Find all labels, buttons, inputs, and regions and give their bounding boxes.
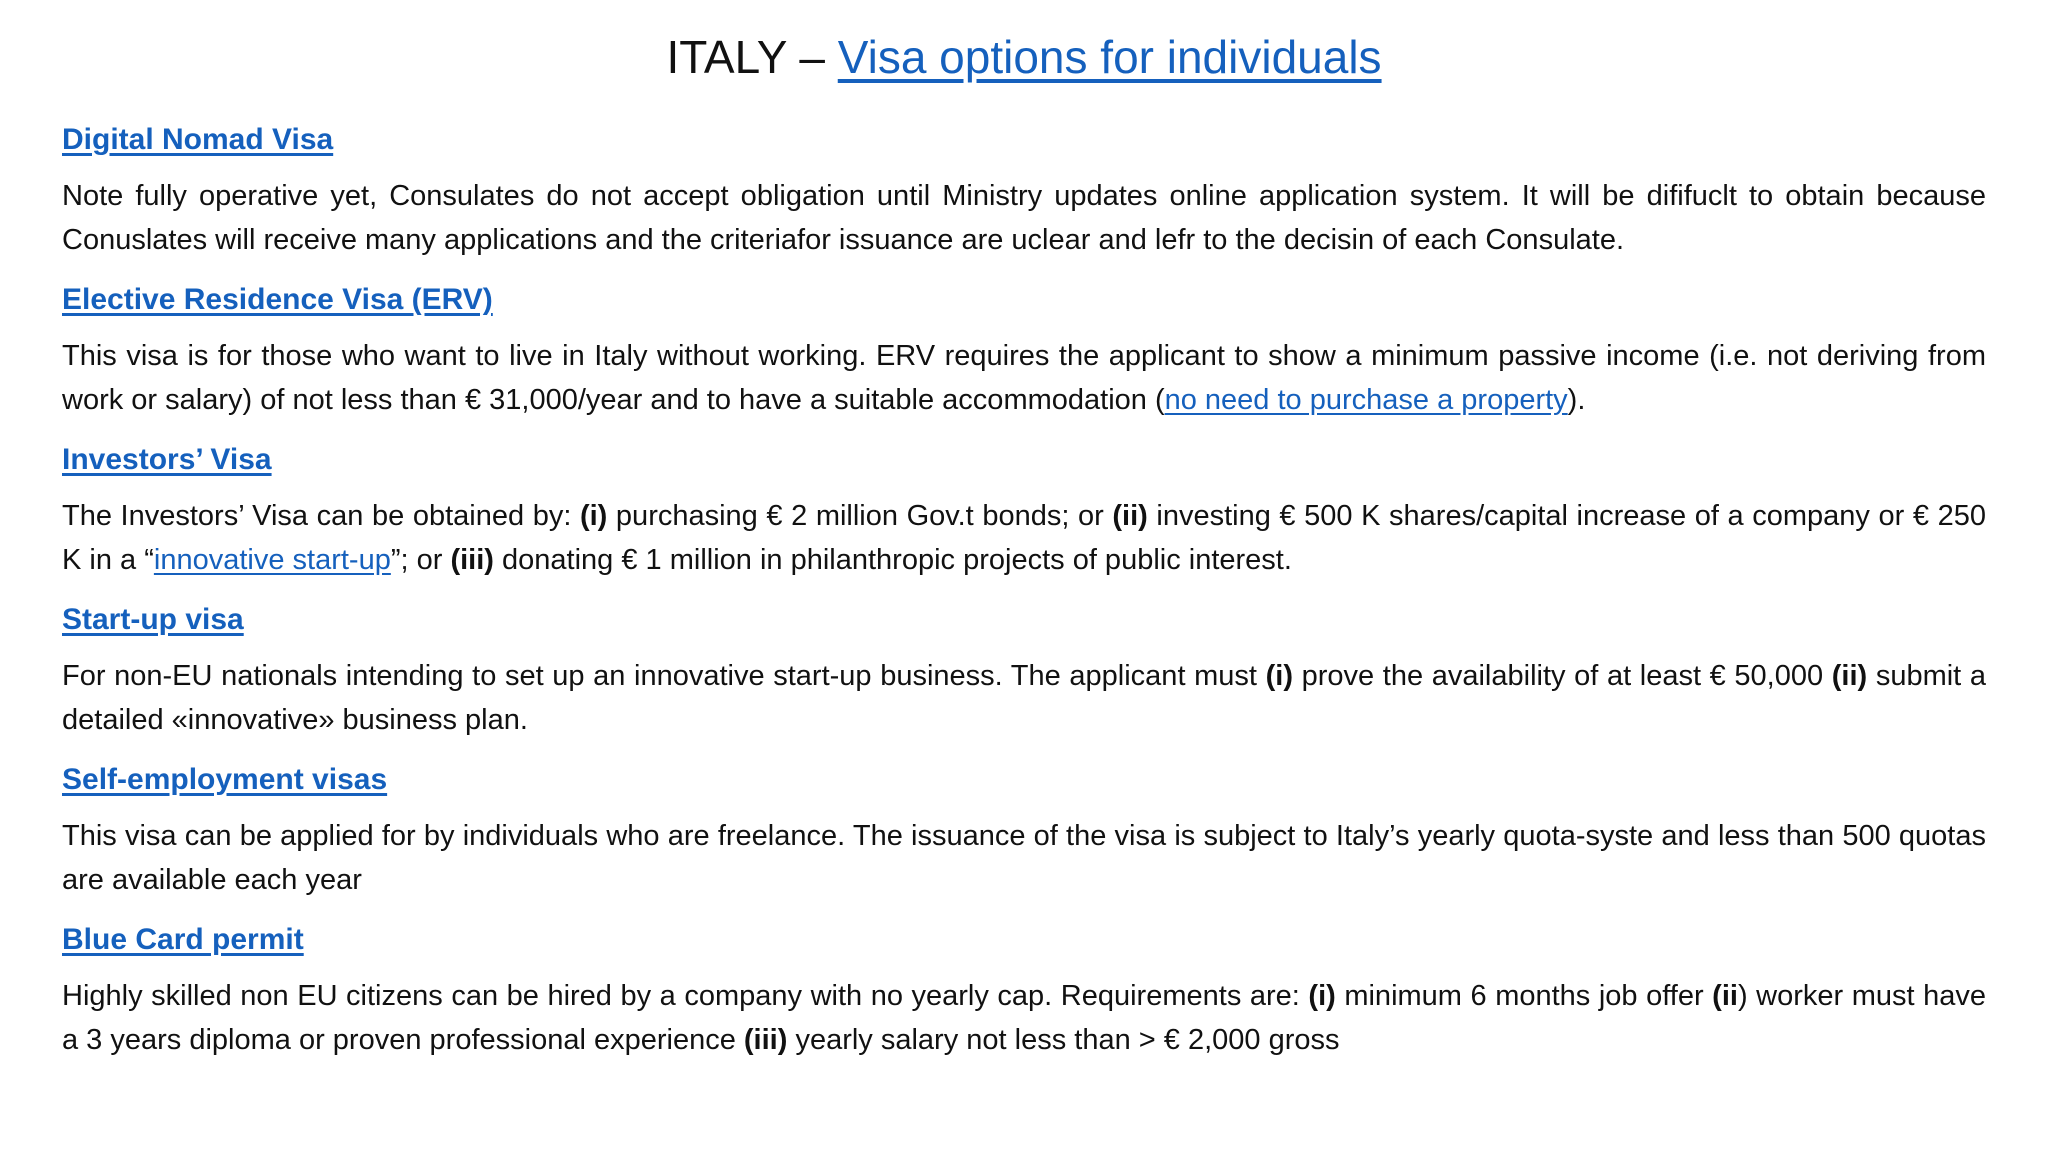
heading-start-up-visa[interactable]: Start-up visa — [62, 603, 244, 636]
bluecard-text-4: yearly salary not less than > € 2,000 gross — [787, 1024, 1340, 1056]
title-prefix: ITALY – — [666, 31, 838, 83]
section-elective-residence-visa — [62, 278, 1986, 422]
startup-marker-ii: (ii) — [1831, 660, 1868, 692]
title-link[interactable]: Visa options for individuals — [837, 31, 1382, 83]
bluecard-marker-ii: (ii — [1712, 980, 1738, 1012]
bluecard-text-1: Highly skilled non EU citizens can be hired by a company with no yearly cap. Requirements are: — [62, 980, 1309, 1012]
investors-text-3: investing € 500 K shares/capital increase of a company or € 250 K in a “ — [62, 500, 1986, 576]
link-innovative-start-up[interactable]: innovative start-up — [153, 544, 391, 576]
bluecard-text-2: minimum 6 months job offer — [1335, 980, 1713, 1012]
bluecard-marker-iii: (iii) — [743, 1024, 788, 1056]
startup-text-1: For non-EU nationals intending to set up an innovative start-up business. The applicant must — [62, 660, 1266, 692]
erv-text-before: This visa is for those who want to live in Italy without working. ERV requires the applicant to show a minimum passive income (i.e. not deriving from work or salary) of not less than € 31,000/year and to have a suitable accommodation ( — [62, 340, 1986, 416]
investors-marker-iii: (iii) — [450, 544, 494, 576]
page-title — [62, 22, 1986, 92]
startup-text-2: prove the availability of at least € 50,000 — [1292, 660, 1832, 692]
heading-elective-residence-visa[interactable]: Elective Residence Visa (ERV) — [62, 283, 493, 316]
heading-digital-nomad-visa[interactable]: Digital Nomad Visa — [62, 123, 334, 156]
section-investors-visa — [62, 438, 1986, 582]
section-blue-card-permit — [62, 918, 1986, 1062]
erv-text-after: ). — [1567, 384, 1586, 416]
text-blue-card-permit — [62, 974, 1986, 1062]
startup-marker-i: (i) — [1265, 660, 1293, 692]
investors-marker-ii: (ii) — [1112, 500, 1148, 532]
heading-self-employment-visas[interactable]: Self-employment visas — [62, 763, 388, 796]
text-start-up-visa — [62, 654, 1986, 742]
section-self-employment-visas — [62, 758, 1986, 902]
section-start-up-visa — [62, 598, 1986, 742]
text-elective-residence-visa — [62, 334, 1986, 422]
text-digital-nomad-visa: Note fully operative yet, Consulates do not accept obligation until Ministry updates online application system. It will be dififuclt to obtain because Conuslates will receive many applications and the criteriafor issuance are uclear and lefr to the decisin of each Consulate. — [62, 180, 1986, 256]
bluecard-marker-i: (i) — [1308, 980, 1336, 1012]
section-digital-nomad-visa — [62, 118, 1986, 262]
investors-marker-i: (i) — [579, 500, 608, 532]
investors-text-4: ”; or — [390, 544, 451, 576]
investors-text-5: donating € 1 million in philanthropic projects of public interest. — [493, 544, 1292, 576]
heading-investors-visa[interactable]: Investors’ Visa — [62, 443, 272, 476]
investors-text-2: purchasing € 2 million Gov.t bonds; or — [607, 500, 1113, 532]
text-investors-visa — [62, 494, 1986, 582]
investors-text-1: The Investors’ Visa can be obtained by: — [62, 500, 580, 532]
startup-text-3: submit a detailed «innovative» business plan. — [62, 660, 1986, 736]
bluecard-text-3: ) worker must have a 3 years diploma or proven professional experience — [62, 980, 1987, 1056]
heading-blue-card-permit[interactable]: Blue Card permit — [62, 923, 304, 956]
link-no-need-to-purchase-property[interactable]: no need to purchase a property — [1164, 384, 1568, 416]
text-self-employment-visas: This visa can be applied for by individuals who are freelance. The issuance of the visa is subject to Italy’s yearly quota-syste and less than 500 quotas are available each year — [62, 820, 1986, 896]
